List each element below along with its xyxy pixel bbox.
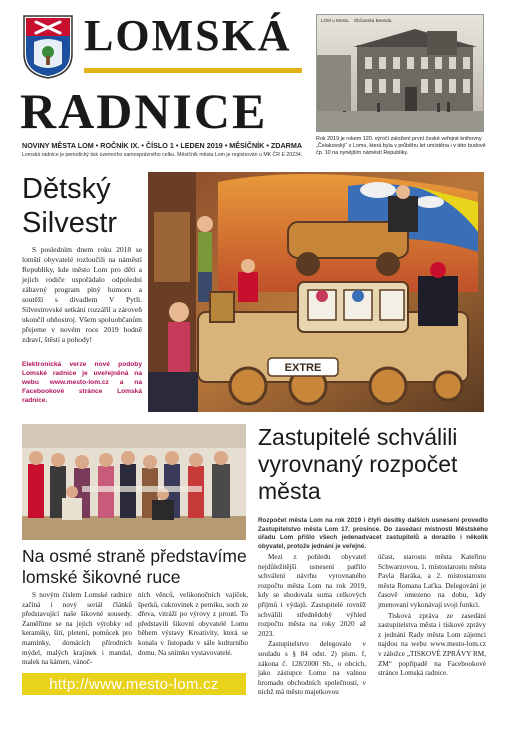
postcard-label: LOM u Mostu. Občanská Beseda. bbox=[321, 18, 393, 23]
crafts-headline: Na osmé straně představíme lomské šikovné ruce bbox=[22, 546, 247, 587]
registration-note: Lomská radnice je periodický tisk územního samosprávného celku. Měsíčník města Lom je registrován u MK ČR E 20234. bbox=[22, 152, 303, 158]
budget-paragraph: účast, starostu města Kateřinu Schwarzovou, 1. místostarostu města Pavla Baráka, a 2. místostarostu města Romana Laťka. Delegování je časově omezeno na dobu, kdy jmenovaní vykonávají svoji funkci. bbox=[378, 553, 486, 609]
masthead-title-line2: RADNICE bbox=[20, 83, 268, 139]
budget-column-2 bbox=[378, 553, 486, 679]
historic-postcard-photo bbox=[316, 14, 484, 132]
silvestr-body: S posledním dnem roku 2018 se lomští obyvatelé rozloučili na náměstí Republiky, kde město Lom pro děti a jejich rodiče uspořádalo odpolední zábavný program plný humoru a soutěží s divadlem V Pytli. Silvestrovské setkání rozzářil a zároveň ukončil ohňostroj. Všem spoluobčanům přejeme v novém roce 2019 hodně zdraví, štěstí a pohody! bbox=[22, 245, 142, 344]
masthead-gold-rule bbox=[84, 68, 302, 73]
issue-info: NOVINY MĚSTA LOM • ROČNÍK IX. • ČÍSLO 1 • LEDEN 2019 • MĚSÍČNÍK • ZDARMA bbox=[22, 141, 303, 150]
masthead-title-line1: LOMSKÁ bbox=[84, 11, 292, 60]
crafts-column-2: ních věnců, velikonočních vajíček, šperků, cukrovinek z perníku, soch ze dřeva, vitráží po výrovy z proutí. To představili šikovní obyvatelé Lomu během výstavy Kreativity, která se konala v listopadu v sále kulturního domu. Na snímku vystavovatelé. bbox=[138, 591, 248, 657]
exhibitors-group-image bbox=[22, 424, 246, 540]
budget-paragraph: Zastupitelstvo delegovalo v souladu s § 84 odst. 2) písm. f, zákona č. 128/2000 Sb., o obcích, jako zástupce Lomu na valnou hromadu obchodních společností, v nichž má město majetkovou bbox=[258, 640, 366, 697]
crafts-column-1: S novým číslem Lomské radnice začíná i nový seriál článků představující naše šikovné sousedy. Zaměříme se na jejich výrobky od keramiky, šití, pletení, pomůcek pro maminky, domácích přírodních mýdel, malých krajinek i mandal, malek na kámen, vánoč- bbox=[22, 591, 132, 667]
train-sign-text: EXTRE bbox=[284, 362, 322, 374]
budget-headline: Zastupitelé schválili vyrovnaný rozpočet města bbox=[258, 424, 458, 504]
budget-paragraph: Mezi z pohledu obyvatel nejdůležitější usnesení patřilo schválení návrhu vyrovnaného rozpočtu města Lom na rok 2019, kdy se shodovala suma celkových příjmů i výdajů. Zastupitelé rovněž schválili střednědobý výhled rozpočtu města na roky 2020 až 2023. bbox=[258, 553, 366, 638]
historic-photo-caption: Rok 2019 je rokem 120. výročí založení první české veřejné knihovny „Čelakovský“ v Lomu, která byla v průběhu let umístěna i v této budově čp. 10 na nynějším náměstí Republiky. bbox=[316, 136, 486, 156]
coat-of-arms-icon bbox=[22, 14, 74, 80]
budget-column-1 bbox=[258, 553, 366, 698]
city-crest bbox=[22, 14, 74, 80]
electronic-version-note: Elektronická verze nové podoby Lomské radnice je uveřejněná na webu www.mesto-lom.cz a na Facebookové stránce Lomská radnice. bbox=[22, 361, 142, 404]
budget-lead: Rozpočet města Lom na rok 2019 i čtyři desítky dalších usnesení provedlo Zastupitelstvo města Lom 17. prosince. Do zasedací místnosti Městského úřadu Lom přišlo všech jedenadvacet zastupitelů a dorazilo i několik obyvatel, protože jednání je veřejné. bbox=[258, 517, 488, 550]
budget-paragraph: Tisková zpráva ze zasedání zastupitelstva města i tiskové zprávy z jednání Rady města Lom zájemci najdou na webu www.mesto-lom.cz v záložce „TISKOVÉ ZPRÁVY RM, ZM“ popřípadě na Facebookové stránce Lomská radnice. bbox=[378, 611, 486, 678]
puppet-theater-image bbox=[148, 172, 484, 412]
crafts-exhibitors-photo bbox=[22, 424, 246, 540]
silvestr-headline: Dětský Silvestr bbox=[22, 173, 118, 239]
website-url-banner[interactable] bbox=[22, 673, 246, 695]
historic-building-image bbox=[317, 15, 484, 132]
website-url-link[interactable]: http://www.mesto-lom.cz bbox=[49, 675, 219, 693]
silvestr-stage-photo bbox=[148, 172, 484, 412]
